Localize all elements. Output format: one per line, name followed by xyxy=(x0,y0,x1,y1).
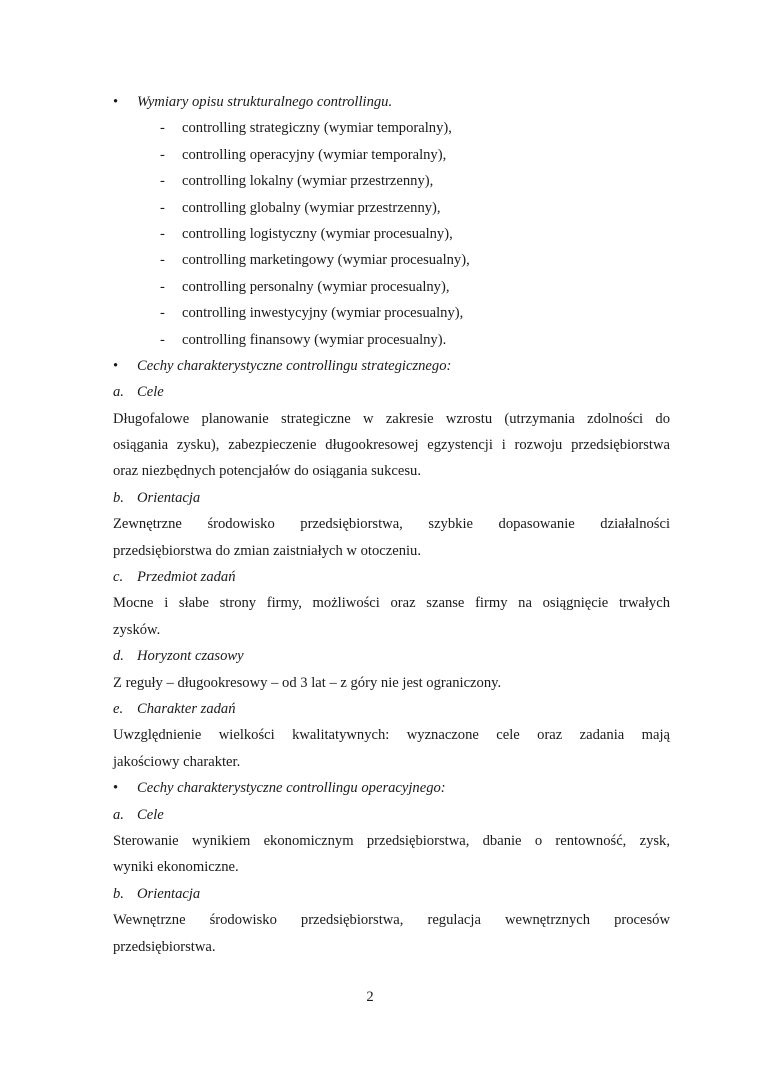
paragraph-line: Mocne i słabe strony firmy, możliwości oraz szanse firmy na osiągnięcie trwałych xyxy=(113,595,670,612)
bullet-icon: • xyxy=(113,94,119,110)
section-heading-strategic-controlling xyxy=(113,353,670,379)
section-heading-text: Wymiary opisu strukturalnego controllingu. xyxy=(137,94,393,110)
subheading-task-character xyxy=(113,696,670,722)
section-heading-text: Cechy charakterystyczne controllingu strategicznego: xyxy=(137,357,452,374)
paragraph-line: oraz niezbędnych potencjałów do osiągania sukcesu. xyxy=(113,463,421,480)
list-item-text: controlling logistyczny (wymiar procesualny), xyxy=(182,225,453,242)
list-item-text: controlling finansowy (wymiar procesualny). xyxy=(182,331,447,348)
subheading-letter: a. xyxy=(113,384,124,401)
subheading-letter: e. xyxy=(113,700,124,717)
subheading-text: Orientacja xyxy=(137,885,201,902)
subheading-orientation xyxy=(113,485,670,511)
dash-marker: - xyxy=(160,146,165,163)
bullet-icon: • xyxy=(113,780,119,797)
list-item xyxy=(113,247,670,273)
dash-marker: - xyxy=(160,120,165,137)
bullet-icon: • xyxy=(113,357,119,374)
list-item xyxy=(113,274,670,300)
list-item-text: controlling operacyjny (wymiar temporalny), xyxy=(182,146,447,163)
paragraph-line: Długofalowe planowanie strategiczne w zakresie wzrostu (utrzymania zdolności do xyxy=(113,410,670,427)
subheading-text: Przedmiot zadań xyxy=(137,569,236,586)
paragraph-line: przedsiębiorstwa. xyxy=(113,938,216,955)
list-item xyxy=(113,142,670,168)
subheading-orientation xyxy=(113,881,670,907)
list-item-text: controlling strategiczny (wymiar temporalny), xyxy=(182,120,452,137)
paragraph-line: Z reguły – długookresowy – od 3 lat – z góry nie jest ograniczony. xyxy=(113,674,502,691)
subheading-letter: c. xyxy=(113,569,124,586)
subheading-text: Horyzont czasowy xyxy=(137,648,244,665)
paragraph-line: Sterowanie wynikiem ekonomicznym przedsiębiorstwa, dbanie o rentowność, zysk, xyxy=(113,832,670,849)
subheading-letter: a. xyxy=(113,806,124,823)
list-item-text: controlling inwestycyjny (wymiar procesualny), xyxy=(182,305,464,322)
subheading-time-horizon xyxy=(113,643,670,669)
paragraph-line: przedsiębiorstwa do zmian zaistniałych w otoczeniu. xyxy=(113,542,421,559)
section-heading-text: Cechy charakterystyczne controllingu operacyjnego: xyxy=(137,780,446,797)
list-item xyxy=(113,327,670,353)
subheading-text: Orientacja xyxy=(137,489,201,506)
subheading-letter: d. xyxy=(113,648,124,665)
paragraph-line: Wewnętrzne środowisko przedsiębiorstwa, regulacja wewnętrznych procesów xyxy=(113,912,670,929)
subheading-text: Cele xyxy=(137,806,164,823)
subheading-text: Charakter zadań xyxy=(137,700,236,717)
dash-marker: - xyxy=(160,278,165,295)
paragraph-line: jakościowy charakter. xyxy=(113,753,241,770)
dash-marker: - xyxy=(160,331,165,348)
list-item xyxy=(113,195,670,221)
paragraph-line: wyniki ekonomiczne. xyxy=(113,859,239,876)
list-item xyxy=(113,221,670,247)
subheading-text: Cele xyxy=(137,384,164,401)
subheading-letter: b. xyxy=(113,885,124,902)
dash-marker: - xyxy=(160,173,165,190)
list-item xyxy=(113,300,670,326)
subheading-task-subject xyxy=(113,564,670,590)
paragraph-line: Zewnętrzne środowisko przedsiębiorstwa, szybkie dopasowanie działalności xyxy=(113,516,670,533)
dash-marker: - xyxy=(160,252,165,269)
list-item-text: controlling lokalny (wymiar przestrzenny), xyxy=(182,173,434,190)
paragraph-line: osiągania zysku), zabezpieczenie długookresowej egzystencji i rozwoju przedsiębiorstwa xyxy=(113,437,670,454)
paragraph-line: Uwzględnienie wielkości kwalitatywnych: wyznaczone cele oraz zadania mają xyxy=(113,727,670,744)
list-item xyxy=(113,168,670,194)
list-item-text: controlling personalny (wymiar procesualny), xyxy=(182,278,450,295)
subheading-goals xyxy=(113,379,670,405)
paragraph-line: zysków. xyxy=(113,621,161,638)
page-number: 2 xyxy=(366,989,374,1005)
dash-marker: - xyxy=(160,199,165,216)
section-heading-structural-dimensions xyxy=(113,89,670,115)
subheading-letter: b. xyxy=(113,489,124,506)
list-item xyxy=(113,115,670,141)
list-item-text: controlling globalny (wymiar przestrzenny), xyxy=(182,199,441,216)
document-page xyxy=(113,89,670,960)
dash-marker: - xyxy=(160,225,165,242)
dash-marker: - xyxy=(160,305,165,322)
section-heading-operational-controlling xyxy=(113,775,670,801)
subheading-goals xyxy=(113,802,670,828)
list-item-text: controlling marketingowy (wymiar procesualny), xyxy=(182,252,470,269)
